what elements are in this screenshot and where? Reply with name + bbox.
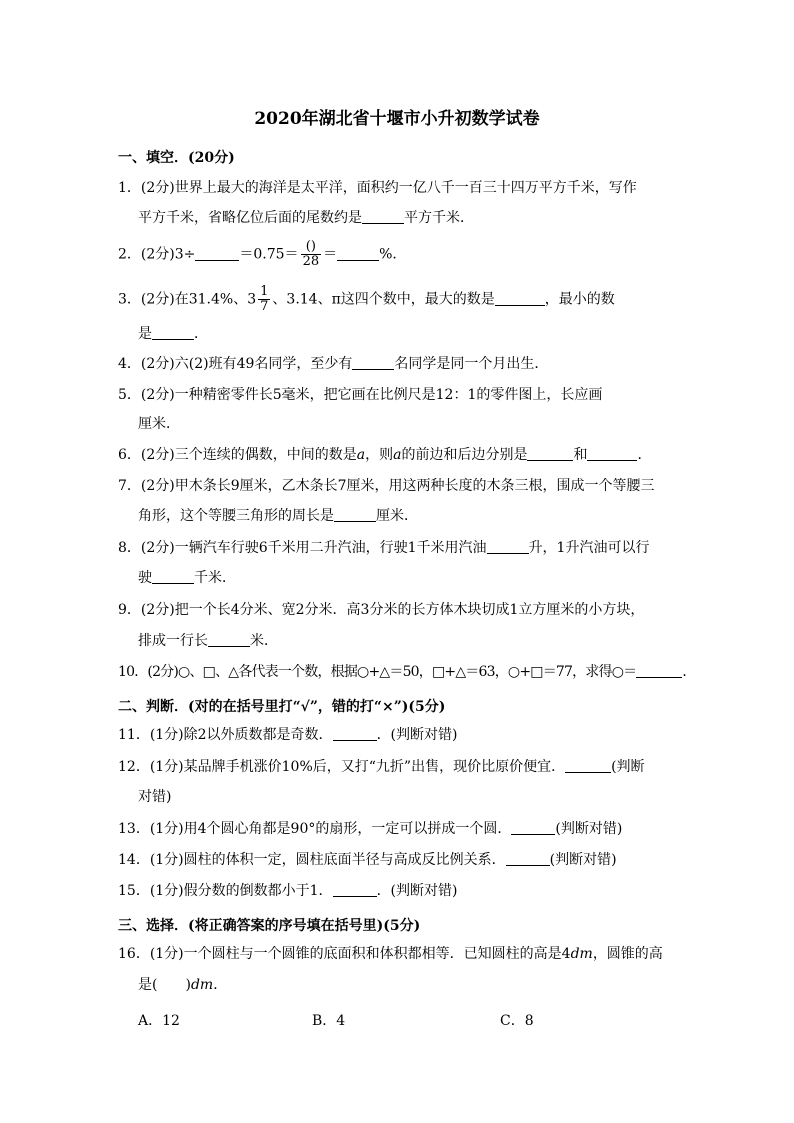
answer-blank[interactable] [362, 210, 404, 224]
answer-blank[interactable] [487, 540, 529, 554]
answer-blank[interactable] [334, 508, 376, 522]
question-1-text: 1．(2分)世界上最大的海洋是太平洋，面积约一亿八千一百三十四万平方千米，写作 [118, 180, 637, 196]
question-3-line-2: 是 ． [138, 326, 208, 342]
question-1-line-2: 平方千米，省略亿位后面的尾数约是 平方千米． [138, 210, 474, 226]
answer-blank[interactable] [333, 883, 377, 897]
question-14-line: 14．(1分)圆柱的体积一定，圆柱底面半径与高成反比例关系． (判断对错) [118, 852, 617, 868]
question-9-line-1: 9．(2分)把一个长4分米、宽2分米．高3分米的长方体木块切成1立方厘米的小方块， [118, 602, 645, 618]
section-heading-fill-in: 一、填空．(20分) [118, 150, 235, 166]
answer-blank[interactable] [511, 821, 555, 835]
answer-blank[interactable] [565, 759, 611, 773]
answer-blank[interactable] [337, 247, 379, 261]
answer-blank[interactable] [495, 292, 545, 306]
question-8-line-2: 驶 千米． [138, 570, 236, 586]
answer-blank[interactable] [208, 633, 250, 647]
answer-blank[interactable] [587, 447, 637, 461]
question-15-line: 15．(1分)假分数的倒数都小于1． ．(判断对错) [118, 883, 458, 899]
fraction: $\frac{1}{7}$ [260, 284, 269, 314]
question-16-line-1: 16．(1分)一个圆柱与一个圆锥的底面积和体积都相等．已知圆柱的高是4dm，圆锥的高 [118, 946, 663, 962]
answer-blank[interactable] [506, 852, 550, 866]
question-6-line: 6．(2分)三个连续的偶数，中间的数是a，则a的前边和后边分别是 和 ． [118, 447, 652, 463]
question-13-line: 13．(1分)用4个圆心角都是90°的扇形，一定可以拼成一个圆． (判断对错) [118, 821, 623, 837]
fraction: $\frac{()}{28}$ [302, 239, 320, 269]
question-16-line-2: 是( )dm． [138, 977, 228, 993]
answer-blank[interactable] [195, 247, 239, 261]
question-3-line-1: 3．(2分)在31.4%、3 $\frac{1}{7}$ 、3.14、π这四个数中，最大的数是 ，最小的数 [118, 284, 615, 314]
question-10-line: 10．(2分)○、□、△各代表一个数，根据○+△＝50，□+△＝63，○+□＝77，求得○＝ ． [118, 664, 696, 680]
option-a[interactable]: A．12 [138, 1013, 180, 1029]
question-8-line-1: 8．(2分)一辆汽车行驶6千米用二升汽油，行驶1千米用汽油 升，1升汽油可以行 [118, 540, 650, 556]
question-11-line: 11．(1分)除2以外质数都是奇数． ．(判断对错) [118, 727, 458, 743]
section-heading-true-false: 二、判断．(对的在括号里打“√”，错的打“×”)(5分) [118, 699, 446, 715]
question-1-line-1 [118, 180, 637, 196]
option-b[interactable]: B．4 [312, 1013, 346, 1029]
answer-blank[interactable] [352, 356, 394, 370]
page-title: 2020年湖北省十堰市小升初数学试卷 [254, 109, 540, 129]
question-12-line-1: 12．(1分)某品牌手机涨价10%后，又打“九折”出售，现价比原价便宜． (判断 [118, 759, 645, 775]
answer-blank[interactable] [333, 727, 377, 741]
question-5-line-2: 厘米． [138, 416, 180, 432]
section-heading-multiple-choice: 三、选择．(将正确答案的序号填在括号里)(5分) [118, 918, 421, 934]
answer-blank[interactable] [636, 664, 682, 678]
question-7-line-1: 7．(2分)甲木条长9厘米，乙木条长7厘米，用这两种长度的木条三根，围成一个等腰三 [118, 478, 655, 494]
option-c[interactable]: C．8 [500, 1013, 534, 1029]
question-4-line: 4．(2分)六(2)班有49名同学，至少有 名同学是同一个月出生． [118, 356, 549, 372]
answer-blank[interactable] [527, 447, 573, 461]
question-9-line-2: 排成一行长 米． [138, 633, 278, 649]
answer-blank[interactable] [152, 570, 194, 584]
answer-blank[interactable] [152, 326, 194, 340]
question-7-line-2: 角形，这个等腰三角形的周长是 厘米． [138, 508, 418, 524]
question-2-line: 2．(2分)3÷ ＝0.75＝ $\frac{()}{28}$ ＝ %． [118, 239, 407, 269]
question-12-line-2: 对错) [138, 789, 172, 805]
question-5-line-1: 5．(2分)一种精密零件长5毫米，把它画在比例尺是12：1的零件图上，长应画 [118, 387, 603, 403]
